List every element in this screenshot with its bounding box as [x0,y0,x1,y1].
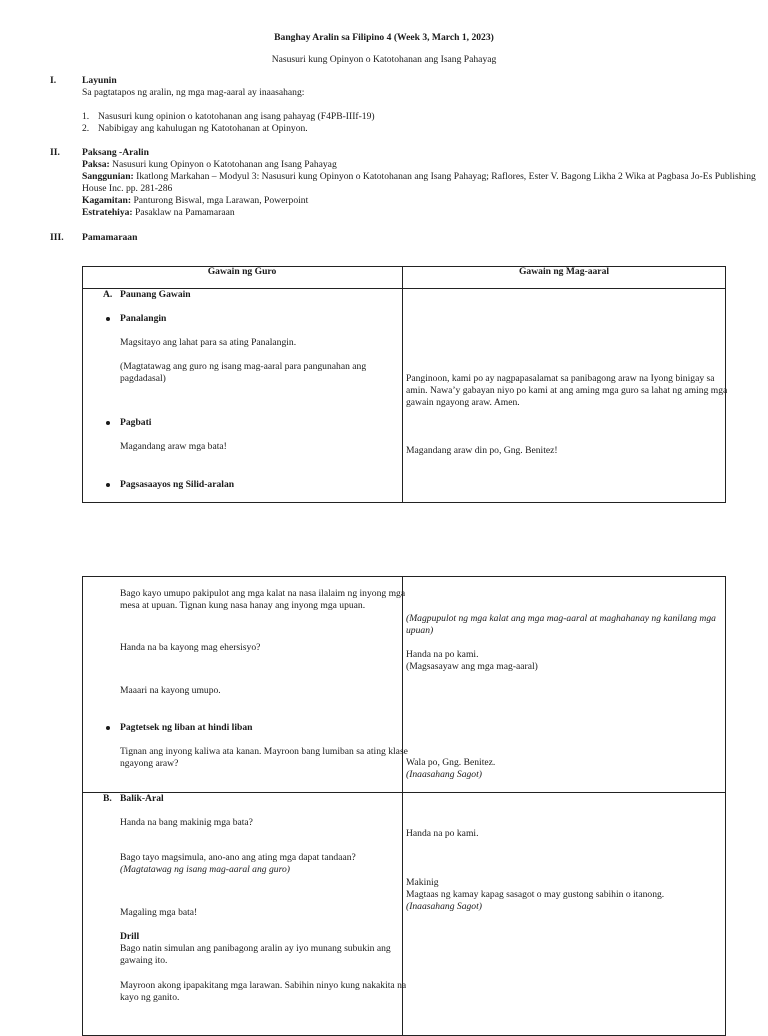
magtatawag-text-1: (Magtatawag ang guro ng isang mag-aaral para pangunahan ang [120,361,367,372]
bago-natin-text-2: gawaing ito. [120,955,168,966]
magtaas-text: Magtaas ng kamay kapag sasagot o may gustong sabihin o itanong. [406,889,665,900]
sanggunian-line [82,171,756,183]
bago-tayo-text: Bago tayo magsimula, ano-ano ang ating mga dapat tandaan? [120,852,356,863]
pagsasaayos-heading: Pagsasaayos ng Silid-aralan [120,479,235,490]
document-title: Banghay Aralin sa Filipino 4 (Week 3, March 1, 2023) [274,32,494,43]
section1-number: I. [50,75,57,86]
pagtetsek-heading: Pagtetsek ng liban at hindi liban [120,722,253,733]
objective-1: Nasusuri kung opinion o katotohanan ang isang pahayag (F4PB-IIIf-19) [98,111,375,122]
tignan-text-1: Tignan ang inyong kaliwa ata kanan. Mayroon bang lumiban sa ating klase [120,746,408,757]
section2-number: II. [50,147,60,158]
panalangin-heading: Panalangin [120,313,167,324]
objective-1-number: 1. [82,111,90,122]
paksa-value: Nasusuri kung Opinyon o Katotohanan ang Isang Pahayag [112,159,337,170]
kagamitan-value: Panturong Biswal, mga Larawan, Powerpoint [133,195,309,206]
part-b-title: Balik-Aral [120,793,164,804]
estratehiya-value: Pasaklaw na Pamamaraan [135,207,235,218]
handa-na-po-kami-text: Handa na po kami. [406,828,479,839]
handa-ehersisyo-text: Handa na ba kayong mag ehersisyo? [120,642,261,653]
teacher-activity-header: Gawain ng Guro [207,266,277,277]
handa-makinig-text: Handa na bang makinig mga bata? [120,817,253,828]
estratehiya-line [82,207,235,219]
magsitayo-text: Magsitayo ang lahat para sa ating Panalangin. [120,337,297,348]
table2-row-divider [82,792,726,793]
section1-title: Layunin [82,75,117,86]
magtatawag-text-2: pagdadasal) [120,373,166,384]
kagamitan-line [82,195,308,207]
magandang-araw-din-text: Magandang araw din po, Gng. Benitez! [406,445,558,456]
objective-2: Nabibigay ang kahulugan ng Katotohanan at Opinyon. [98,123,308,134]
sanggunian-label: Sanggunian: [82,171,134,182]
mayroon-text-2: kayo ng ganito. [120,992,180,1003]
estratehiya-label: Estratehiya: [82,207,133,218]
panginoon-text-3: gawain ngayong araw. Amen. [406,397,520,408]
wala-po-text: Wala po, Gng. Benitez. [406,757,496,768]
bago-kayo-text-2: mesa at upuan. Tignan kung nasa hanay ang inyong mga upuan. [120,600,366,611]
inaasahang-sagot-1: (Inaasahang Sagot) [406,769,482,780]
magsasayaw-text: (Magsasayaw ang mga mag-aaral) [406,661,538,672]
panginoon-text-2: amin. Nawa’y gabayan niyo po kami at ang aming mga guro sa lahat ng aming mga [406,385,728,396]
student-activity-header: Gawain ng Mag-aaral [518,266,610,277]
bullet-icon [106,421,110,425]
mayroon-text-1: Mayroon akong ipapakitang mga larawan. Sabihin ninyo kung nakakita na [120,980,407,991]
bullet-icon [106,317,110,321]
panginoon-text-1: Panginoon, kami po ay nagpapasalamat sa panibagong araw na Iyong binigay sa [406,373,715,384]
magaling-text: Magaling mga bata! [120,907,198,918]
table2-column-divider [402,576,403,1036]
makinig-text: Makinig [406,877,439,888]
sanggunian-value: Ikatlong Markahan – Modyul 3: Nasusuri kung Opinyon o Katotohanan ang Isang Pahayag; Raflores, Ester V. Bagong Likha 2 Wika at Pagbasa Jo-Es Publishing [136,171,756,182]
section2-title: Paksang -Aralin [82,147,149,158]
magpupulot-text-2: upuan) [406,625,434,636]
magandang-araw-text: Magandang araw mga bata! [120,441,227,452]
pagbati-heading: Pagbati [120,417,152,428]
document-subtitle: Nasusuri kung Opinyon o Katotohanan ang Isang Pahayag [271,54,497,65]
section3-number: III. [50,232,64,243]
section3-title: Pamamaraan [82,232,138,243]
kagamitan-label: Kagamitan: [82,195,132,206]
inaasahang-sagot-2: (Inaasahang Sagot) [406,901,482,912]
maaari-text: Maaari na kayong umupo. [120,685,221,696]
objective-2-number: 2. [82,123,90,134]
magpupulot-text-1: (Magpupulot ng mga kalat ang mga mag-aaral at maghahanay ng kanilang mga [406,613,716,624]
part-b-label: B. [103,793,112,804]
part-a-title: Paunang Gawain [120,289,191,300]
bago-natin-text-1: Bago natin simulan ang panibagong aralin ay iyo munang subukin ang [120,943,391,954]
sanggunian-continued: House Inc. pp. 281-286 [82,183,173,194]
part-a-label: A. [103,289,113,300]
paksa-label: Paksa: [82,159,110,170]
section1-intro: Sa pagtatapos ng aralin, ng mga mag-aaral ay inaasahang: [82,87,305,98]
table1-column-divider [402,266,403,503]
drill-heading: Drill [120,931,140,942]
bullet-icon [106,483,110,487]
tignan-text-2: ngayong araw? [120,758,179,769]
bullet-icon [106,726,110,730]
paksa-line [82,159,337,171]
handa-na-po-text: Handa na po kami. [406,649,479,660]
magtatawag-guro-text: (Magtatawag ng isang mag-aaral ang guro) [120,864,290,875]
bago-kayo-text-1: Bago kayo umupo pakipulot ang mga kalat na nasa ilalaim ng inyong mga [120,588,406,599]
